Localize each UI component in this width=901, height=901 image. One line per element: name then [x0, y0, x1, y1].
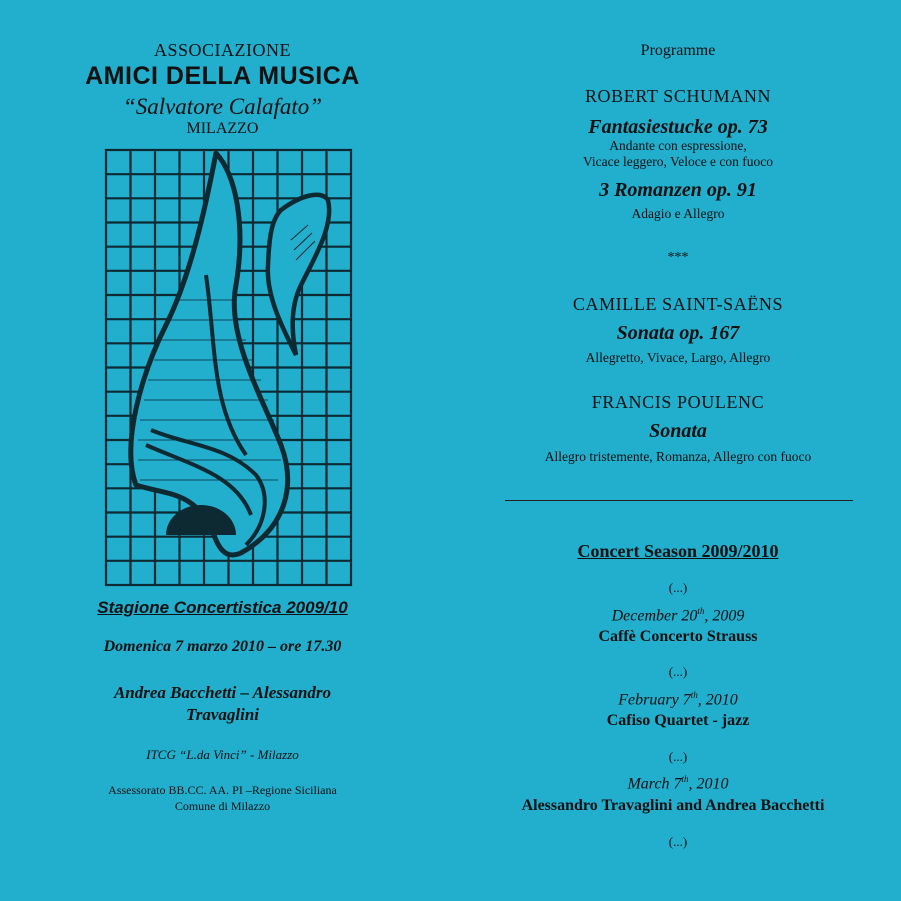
season-heading: Concert Season 2009/2010	[577, 541, 779, 561]
association-city: MILAZZO	[186, 120, 259, 137]
sponsors	[0, 782, 445, 814]
movement-line: Vicace leggero, Veloce e con fuoco	[582, 154, 774, 169]
event-date	[455, 774, 901, 793]
ellipsis: (...)	[668, 749, 688, 764]
event-date-day: December 20	[611, 607, 698, 625]
event-date-day: February 7	[618, 691, 691, 709]
right-panel	[455, 0, 901, 901]
ellipsis: (...)	[668, 664, 688, 679]
movement-line: Adagio e Allegro	[631, 206, 725, 221]
association-name: AMICI DELLA MUSICA	[85, 62, 360, 90]
composer-poulenc: FRANCIS POULENC	[591, 392, 765, 412]
performers	[0, 682, 445, 726]
event-date-suffix: th	[690, 690, 698, 700]
event-date-year: , 2009	[704, 607, 745, 625]
venue: ITCG “L.da Vinci” - Milazzo	[146, 747, 299, 762]
movement-line: Andante con espressione,	[609, 138, 747, 153]
event-date	[455, 690, 901, 709]
programme-heading: Programme	[640, 42, 716, 59]
event-date-suffix: th	[697, 606, 705, 616]
work-title: Sonata	[649, 420, 707, 442]
work-title: Sonata op. 167	[616, 322, 740, 344]
ellipsis: (...)	[668, 580, 688, 595]
separator-stars: ***	[667, 250, 689, 265]
event-date-year: , 2010	[688, 775, 729, 793]
work-title: 3 Romanzen op. 91	[599, 179, 757, 201]
left-panel	[0, 0, 445, 901]
sponsor-line-1: Assessorato BB.CC. AA. PI –Regione Siciliana	[108, 783, 337, 797]
movement-line: Allegro tristemente, Romanza, Allegro con fuoco	[544, 449, 812, 464]
association-label: ASSOCIAZIONE	[153, 40, 291, 60]
event-title: Cafiso Quartet - jazz	[606, 712, 750, 729]
harp-logo	[96, 145, 356, 590]
association-dedication: “Salvatore Calafato”	[122, 94, 323, 119]
section-divider	[505, 500, 853, 501]
season-title: Stagione Concertistica 2009/10	[97, 598, 348, 617]
concert-datetime: Domenica 7 marzo 2010 – ore 17.30	[103, 638, 342, 655]
composer-schumann: ROBERT SCHUMANN	[584, 86, 772, 106]
performers-line-1: Andrea Bacchetti – Alessandro	[113, 683, 332, 702]
event-date-day: March 7	[627, 775, 682, 793]
event-title: Alessandro Travaglini and Andrea Bacchetti	[521, 797, 825, 814]
movement-line: Allegretto, Vivace, Largo, Allegro	[585, 350, 771, 365]
composer-saint-saens: CAMILLE SAINT-SAËNS	[572, 294, 784, 314]
event-title: Caffè Concerto Strauss	[598, 628, 758, 645]
sponsor-line-2: Comune di Milazzo	[174, 799, 271, 813]
work-title: Fantasiestucke op. 73	[588, 116, 768, 138]
event-date	[455, 606, 901, 625]
work-movements	[455, 138, 901, 170]
event-date-year: , 2010	[697, 691, 738, 709]
event-date-suffix: th	[681, 774, 689, 784]
ellipsis: (...)	[668, 834, 688, 849]
performers-line-2: Travaglini	[185, 705, 260, 724]
